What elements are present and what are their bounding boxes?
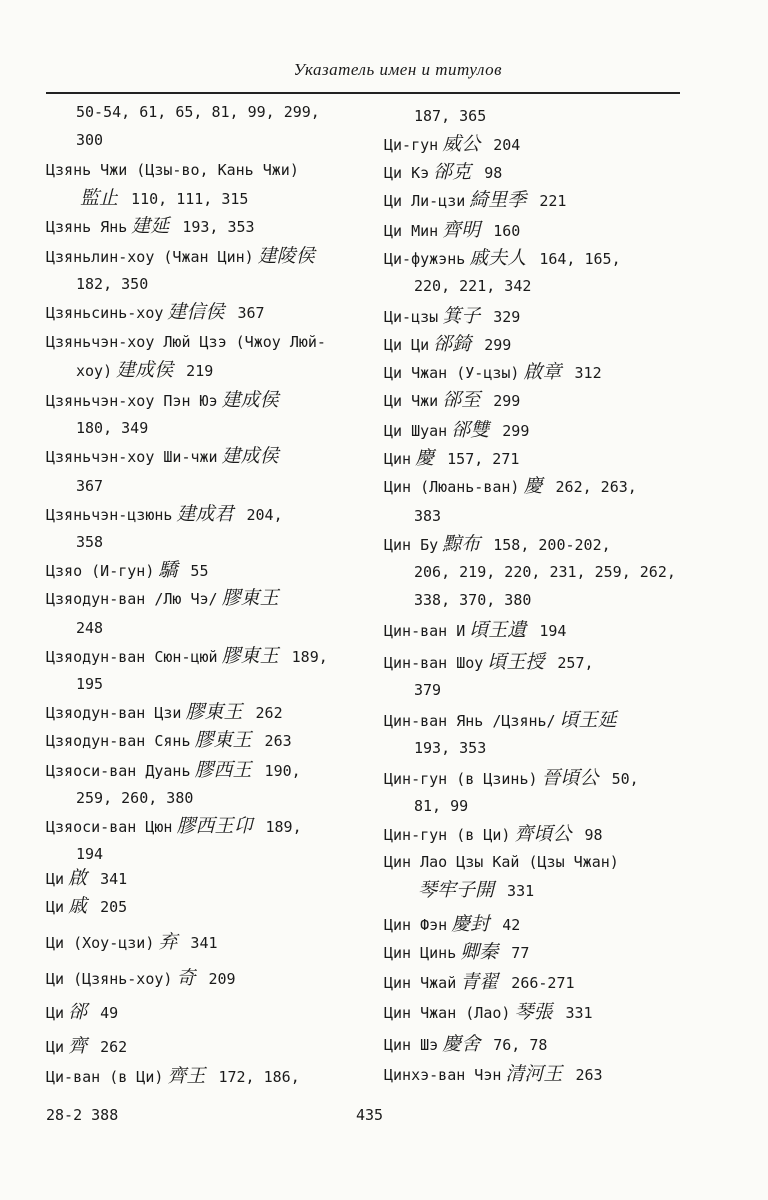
handwritten-characters: 黥布 [442,533,481,555]
entry-name: Ци Чжи [384,392,439,410]
index-entry-line [384,334,511,354]
entry-name: Цин Фэн [384,916,448,934]
entry-name: Ци Чжан (У-цзы) [384,364,520,382]
index-entry-line [46,588,283,608]
entry-name: Цзяодун-ван Сянь [46,732,191,750]
handwritten-characters: 齊明 [442,219,481,241]
entry-name: Цин Чжай [384,974,457,992]
page-header [46,60,680,80]
handwritten-characters: 弃 [158,931,178,953]
page-references: 193, 353 [173,218,255,236]
index-entry-line [384,972,575,992]
entry-name: Ци [46,870,65,888]
index-entry-line [384,1002,593,1022]
entry-name: Цзяоси-ван Цюн [46,818,173,836]
entry-name: Цин Лао Цзы Кай (Цзы Чжан) [384,853,619,871]
handwritten-characters: 齊王 [167,1065,206,1087]
entry-name: Ци Ци [384,336,430,354]
entry-name: 193, 353 [414,739,487,757]
handwritten-characters: 頃王遺 [469,619,527,641]
index-entry-line [46,1036,127,1056]
page-references: 331 [556,1004,593,1022]
index-entry-line [46,216,255,236]
handwritten-characters: 戚夫人 [469,247,527,269]
handwritten-characters: 膠東王 [194,729,252,751]
entry-name: 379 [414,681,442,699]
header-rule [46,92,680,94]
handwritten-characters: 郤錡 [433,333,472,355]
index-entry-line [76,274,148,294]
index-entry-line [46,968,236,988]
index-entry-line [46,390,283,410]
page-references: 367 [228,304,265,322]
entry-name: Ци Шуан [384,422,448,440]
entry-name: Цзяо (И-гун) [46,562,155,580]
handwritten-characters: 建信侯 [167,301,225,323]
handwritten-characters: 啟 [68,867,88,889]
handwritten-characters: 慶封 [451,913,490,935]
index-entry-line [414,680,441,700]
page-references: 262 [246,704,283,722]
index-entry-line [46,1066,300,1086]
index-entry-line [414,276,531,296]
page-references: 262 [91,1038,128,1056]
handwritten-characters: 奇 [176,967,196,989]
handwritten-characters: 清河王 [505,1063,563,1085]
entry-name: Цзяньчэн-хоу Ши-чжи [46,448,218,466]
page-references: 160 [484,222,521,240]
index-entry-line [46,730,292,750]
index-entry-line [384,162,502,182]
entry-name: Цзяньсинь-хоу [46,304,164,322]
page-references: 331 [498,882,535,900]
page-references: 98 [475,164,503,182]
page-references: 194 [530,622,567,640]
page-references: 221 [530,192,567,210]
index-entry-line [384,134,520,154]
index-entry-line [384,852,619,872]
entry-name: 358 [76,533,104,551]
handwritten-characters: 慶 [415,447,435,469]
index-entry-line [46,702,283,722]
page-references: 164, 165, [530,250,621,268]
page-references: 172, 186, [209,1068,300,1086]
page-references: 110, 111, 315 [122,190,249,208]
entry-name: 220, 221, 342 [414,277,532,295]
handwritten-characters: 綺里季 [469,189,527,211]
entry-name: Цин-ван Шоу [384,654,484,672]
page-references: 204, [237,506,283,524]
entry-name: 182, 350 [76,275,149,293]
entry-name: 180, 349 [76,419,149,437]
page-references: 219 [177,362,214,380]
page-references: 299 [484,392,521,410]
page-references: 189, [282,648,328,666]
entry-name: 367 [76,477,104,495]
handwritten-characters: 膠東王 [221,587,279,609]
index-entry-line [384,476,637,496]
index-entry-line [46,560,208,580]
handwritten-characters: 頃王延 [559,709,617,731]
page-references: 299 [493,422,530,440]
index-entry-line [384,534,611,554]
entry-name: 195 [76,675,104,693]
index-entry-line [76,532,103,552]
handwritten-characters: 膠西王 [194,759,252,781]
page-references: 55 [181,562,209,580]
handwritten-characters: 慶 [523,475,543,497]
page-number: 435 [356,1106,384,1124]
page-references: 257, [548,654,594,672]
handwritten-characters: 建陵侯 [257,245,315,267]
entry-name: Цин Шэ [384,1036,439,1054]
handwritten-characters: 晉頃公 [541,767,599,789]
index-entry-line [414,796,468,816]
entry-name: Ци [46,1004,65,1022]
entry-name: Ци-фужэнь [384,250,466,268]
page-references: 312 [565,364,602,382]
index-entry-line [46,1002,118,1022]
handwritten-characters: 建成侯 [116,359,174,381]
handwritten-characters: 齊頃公 [514,823,572,845]
entry-name: Ци (Хоу-цзи) [46,934,155,952]
entry-name: 248 [76,619,104,637]
page-references: 299 [475,336,512,354]
entry-name: 259, 260, 380 [76,789,194,807]
index-entry-line [76,102,320,122]
index-entry-line [384,768,639,788]
entry-name: Ци-цзы [384,308,439,326]
entry-name: Ци [46,1038,65,1056]
entry-name: Ци-ван (в Ци) [46,1068,164,1086]
entry-name: Цзяодун-ван Сюн-цюй [46,648,218,666]
handwritten-characters: 膠東王 [221,645,279,667]
entry-name: Цзяодун-ван /Лю Чэ/ [46,590,218,608]
entry-name: Цзяодун-ван Цзи [46,704,182,722]
index-entry-line [46,446,283,466]
page-references: 77 [502,944,530,962]
index-entry-line [46,816,302,836]
entry-name: Цин Цинь [384,944,457,962]
page-references: 263 [566,1066,603,1084]
handwritten-characters: 慶舍 [442,1033,481,1055]
handwritten-characters: 戚 [68,895,88,917]
index-entry-line [384,1034,547,1054]
index-entry-line [76,360,213,380]
handwritten-characters: 頃王授 [487,651,545,673]
entry-name: 338, 370, 380 [414,591,532,609]
handwritten-characters: 郤至 [442,389,481,411]
index-entry-line [76,674,103,694]
page-references: 42 [493,916,521,934]
entry-name: Цзяньчэн-цзюнь [46,506,173,524]
index-entry-line [384,248,621,268]
handwritten-characters: 卿秦 [460,941,499,963]
index-entry-line [46,160,299,180]
index-entry-line [414,590,531,610]
entry-name: Ци (Цзянь-хоу) [46,970,173,988]
index-entry-line [46,246,319,266]
entry-name: Ци Ли-цзи [384,192,466,210]
handwritten-characters: 建成侯 [221,389,279,411]
index-entry-line [384,306,520,326]
index-entry-line [46,896,127,916]
index-entry-line [384,390,520,410]
handwritten-characters: 威公 [442,133,481,155]
page-references: 190, [255,762,301,780]
index-entry-line [46,868,127,888]
index-entry-line [414,880,534,900]
index-entry-line [414,506,441,526]
entry-name: Ци [46,898,65,916]
index-entry-line [384,914,520,934]
index-entry-line [384,420,529,440]
index-entry-line [76,130,103,150]
entry-name: Цин [384,450,412,468]
page-references: 189, [256,818,302,836]
index-entry-line [384,652,594,672]
entry-name: Цин (Люань-ван) [384,478,520,496]
handwritten-characters: 建延 [131,215,170,237]
entry-name: Ци Кэ [384,164,430,182]
entry-name: 206, 219, 220, 231, 259, 262, [414,563,676,581]
printer-signature: 28-2 388 [46,1106,119,1124]
handwritten-characters: 郤克 [433,161,472,183]
entry-name: Цзяньчэн-хоу Люй Цзэ (Чжоу Люй- [46,333,326,351]
index-entry-line [384,710,621,730]
entry-name: Цзяоси-ван Дуань [46,762,191,780]
entry-name: Цин-гун (в Ци) [384,826,511,844]
entry-name: Ци Мин [384,222,439,240]
page-references: 263 [255,732,292,750]
entry-name: 50-54, 61, 65, 81, 99, 299, [76,103,320,121]
handwritten-characters: 驕 [158,559,178,581]
handwritten-characters: 啟章 [523,361,562,383]
entry-name: 187, 365 [414,107,487,125]
page-references: 209 [199,970,236,988]
running-title: Указатель имен и титулов [293,60,502,79]
entry-name: Цзянь Янь [46,218,128,236]
page-references: 262, 263, [546,478,637,496]
handwritten-characters: 郤雙 [451,419,490,441]
handwritten-characters: 琴張 [514,1001,553,1023]
entry-name: Ци-гун [384,136,439,154]
index-entry-line [76,618,103,638]
page-references: 49 [91,1004,119,1022]
index-entry-line [384,620,566,640]
index-entry-line [76,188,248,208]
index-entry-line [46,302,265,322]
entry-name: 194 [76,845,104,863]
handwritten-characters: 膠東王 [185,701,243,723]
index-entry-line [46,760,301,780]
entry-name: хоу) [76,362,113,380]
index-entry-line [46,332,326,352]
page-references: 341 [181,934,218,952]
entry-name: 383 [414,507,442,525]
handwritten-characters: 箕子 [442,305,481,327]
entry-name: Цин-ван Янь /Цзянь/ [384,712,556,730]
index-entry-line [76,844,103,864]
entry-name: 81, 99 [414,797,469,815]
index-entry-line [76,418,148,438]
handwritten-characters: 齊 [68,1035,88,1057]
entry-name: 300 [76,131,104,149]
index-entry-line [46,504,283,524]
index-entry-line [384,220,520,240]
index-entry-line [414,738,486,758]
handwritten-characters: 監止 [80,187,119,209]
index-entry-line [384,190,566,210]
index-entry-line [384,942,529,962]
handwritten-characters: 膠西王卬 [176,815,253,837]
entry-name: Цзяньчэн-хоу Пэн Юэ [46,392,218,410]
index-entry-line [384,824,603,844]
page-references: 158, 200-202, [484,536,611,554]
index-entry-line [414,562,676,582]
handwritten-characters: 郤 [68,1001,88,1023]
entry-name: Цин Чжан (Лао) [384,1004,511,1022]
page-references: 98 [575,826,603,844]
entry-name: Цин-гун (в Цзинь) [384,770,538,788]
index-entry-line [384,1064,603,1084]
index-entry-line [384,448,519,468]
page-references: 157, 271 [438,450,520,468]
entry-name: Цзянь Чжи (Цзы-во, Кань Чжи) [46,161,299,179]
index-entry-line [46,646,328,666]
index-entry-line [414,106,486,126]
page-references: 50, [602,770,639,788]
page-references: 329 [484,308,521,326]
page-references: 205 [91,898,128,916]
index-entry-line [76,788,193,808]
handwritten-characters: 建成君 [176,503,234,525]
entry-name: Цинхэ-ван Чэн [384,1066,502,1084]
index-entry-line [46,932,218,952]
page-references: 341 [91,870,128,888]
index-entry-line [384,362,602,382]
page-references: 76, 78 [484,1036,548,1054]
page-references: 266-271 [502,974,575,992]
index-entry-line [76,476,103,496]
handwritten-characters: 建成侯 [221,445,279,467]
handwritten-characters: 青翟 [460,971,499,993]
entry-name: Цин Бу [384,536,439,554]
page-references: 204 [484,136,521,154]
entry-name: Цзяньлин-хоу (Чжан Цин) [46,248,254,266]
handwritten-characters: 琴牢子開 [418,879,495,901]
entry-name: Цин-ван И [384,622,466,640]
